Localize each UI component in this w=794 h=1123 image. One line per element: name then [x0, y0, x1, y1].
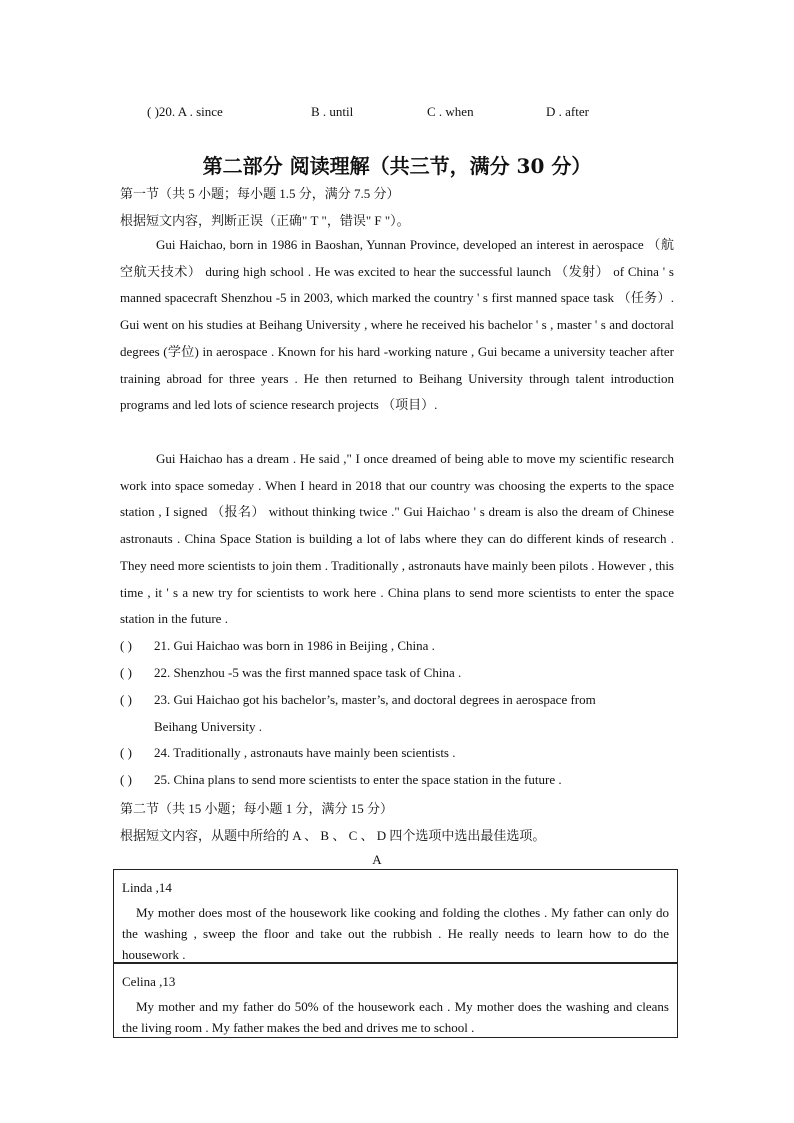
entry-name: Celina ,13 — [122, 974, 176, 989]
q20-option-d: D . after — [546, 104, 589, 119]
question-text: 21. Gui Haichao was born in 1986 in Beijing , China . — [154, 638, 435, 653]
section1-instruction: 根据短文内容，判断正误（正确" T "，错误" F "）。 — [120, 213, 410, 228]
answer-blank: ( ) — [120, 638, 132, 653]
q20-option-c: C . when — [427, 104, 474, 119]
question-23-continuation: Beihang University . — [154, 719, 262, 734]
entry-text: My mother does most of the housework like cooking and folding the clothes . My father can only do the washing , sweep the floor and take out the rubbish . He really needs to learn how to do the housework . — [122, 905, 669, 962]
question-22 — [120, 665, 461, 681]
question-23 — [120, 692, 596, 708]
section2-header: 第二节（共 15 小题；每小题 1 分，满分 15 分） — [120, 801, 394, 816]
question-text: 24. Traditionally , astronauts have mainly been scientists . — [154, 745, 456, 760]
entry-box-celina — [113, 963, 678, 1038]
answer-blank: ( ) — [120, 772, 132, 787]
section2-instruction: 根据短文内容，从题中所给的 A 、 B 、 C 、 D 四个选项中选出最佳选项。 — [120, 828, 546, 843]
q20-option-a: ( )20. A . since — [147, 104, 223, 119]
q20-option-b: B . until — [311, 104, 354, 119]
answer-blank: ( ) — [120, 665, 132, 680]
passage-paragraph-2: Gui Haichao has a dream . He said ," I once dreamed of being able to move my scientific research work into space someday . When I heard in 2018 that our country was choosing the experts to the space station , I signed （报名） without thinking twice ." Gui Haichao ' s dream is also the dream of Chinese astronauts . China Space Station is building a lot of labs where they can do different kinds of research . They need more scientists to join them . Traditionally , astronauts have mainly been pilots . However , this time , it ' s a new try for scientists to work here . China plans to send more scientists to enter the space station in the future . — [120, 451, 674, 627]
entry-text: My mother and my father do 50% of the housework each . My mother does the washing and cleans the living room . My father makes the bed and drives me to school . — [122, 999, 669, 1035]
entry-box-linda — [113, 869, 678, 963]
question-21 — [120, 638, 435, 654]
part2-title: 第二部分 阅读理解（共三节，满分 30 分） — [202, 154, 592, 178]
section1-header: 第一节（共 5 小题；每小题 1.5 分，满分 7.5 分） — [120, 186, 400, 201]
answer-blank: ( ) — [120, 745, 132, 760]
question-text: 25. China plans to send more scientists to enter the space station in the future . — [154, 772, 562, 787]
question-text: 23. Gui Haichao got his bachelor’s, master’s, and doctoral degrees in aerospace from — [154, 692, 596, 707]
question-text: 22. Shenzhou -5 was the first manned space task of China . — [154, 665, 462, 680]
passage-paragraph-1: Gui Haichao, born in 1986 in Baoshan, Yunnan Province, developed an interest in aerospace （航空航天技术） during high school . He was excited to hear the successful launch （发射） of China ' s manned spacecraft Shenzhou -5 in 2003, which marked the country ' s first manned space task （任务）. Gui went on his studies at Beihang University , where he received his bachelor ' s , master ' s and doctoral degrees (学位) in aerospace . Known for his hard -working nature , Gui became a university teacher after training abroad for three years . He then returned to Beihang University through talent introduction programs and led lots of science research projects （项目）. — [120, 237, 674, 413]
question-25 — [120, 772, 562, 788]
passage-letter: A — [372, 852, 382, 867]
question-24 — [120, 745, 456, 761]
entry-name: Linda ,14 — [122, 880, 172, 895]
answer-blank: ( ) — [120, 692, 132, 707]
